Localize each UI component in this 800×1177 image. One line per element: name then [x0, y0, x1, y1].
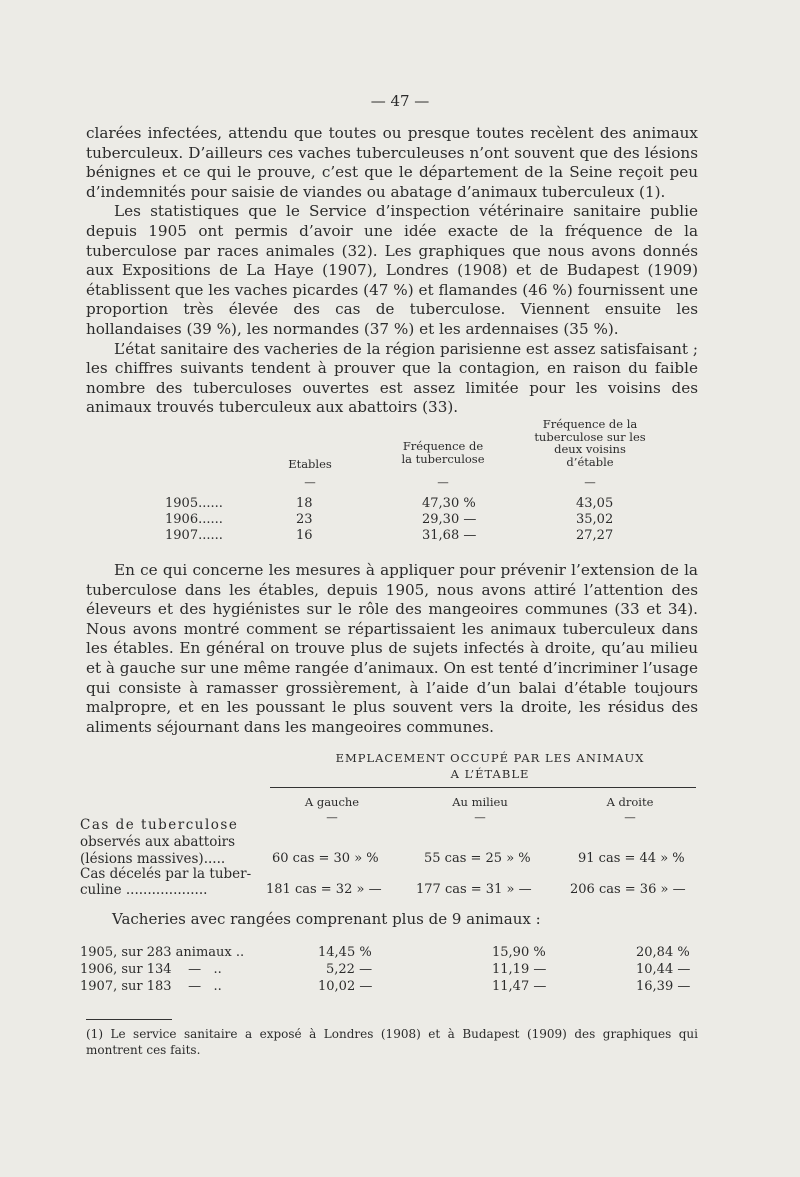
row-label: observés aux abattoirs	[80, 834, 236, 850]
col-header-etables: Etables	[288, 457, 332, 471]
dash: —	[474, 810, 486, 824]
table-cell: 29,30 —	[422, 512, 477, 527]
table-row-label: 1907, sur 183 — ..	[80, 979, 222, 994]
page-number: — 47 —	[370, 92, 430, 110]
dash: —	[304, 475, 316, 489]
table-row-year: 1907......	[165, 528, 223, 543]
col-header-voisins: Fréquence de la tuberculose sur les deux voisins d’étable	[534, 417, 646, 469]
table-row-label: 1905, sur 283 animaux ..	[80, 945, 245, 960]
table-cell: 23	[296, 512, 313, 527]
table-title: EMPLACEMENT OCCUPÉ PAR LES ANIMAUX	[335, 751, 645, 765]
table-cell: 181 cas = 32 » —	[266, 882, 382, 897]
table-cell: 35,02	[576, 512, 614, 527]
table-cell: 11,19 —	[492, 962, 547, 977]
table-cell: 91 cas = 44 » %	[578, 851, 685, 866]
col-header-droite: A droite	[606, 795, 654, 809]
brace-rule	[270, 787, 696, 788]
table-row-year: 1906......	[165, 512, 223, 527]
table-cell: 10,02 —	[318, 979, 373, 994]
paragraph-1: clarées infectées, attendu que toutes ou presque toutes recèlent des animaux tuberculeux. D’ailleurs ces vaches tuberculeuses n’ont souvent que des lésions bénignes et ce qui le prouve, c’est que le département de la Seine reçoit peu d’indemnités pour saisie de viandes ou abatage d’animaux tuberculeux (1).	[86, 124, 698, 201]
table-cell: 18	[296, 496, 313, 511]
table-cell: 14,45 %	[318, 945, 372, 960]
row-label: Cas décelés par la tuber-	[80, 866, 252, 882]
table-cell: 10,44 —	[636, 962, 691, 977]
row-label: (lésions massives).....	[80, 851, 226, 867]
footnote-rule	[86, 1019, 172, 1020]
table-cell: 60 cas = 30 » %	[272, 851, 379, 866]
col-header-milieu: Au milieu	[452, 795, 508, 809]
row-label: culine ...................	[80, 882, 208, 898]
col-header-gauche: A gauche	[304, 795, 360, 809]
table-cell: 16	[296, 528, 313, 543]
dash: —	[326, 810, 338, 824]
dash: —	[437, 475, 449, 489]
paragraph-4: En ce qui concerne les mesures à appliquer pour prévenir l’extension de la tuberculose dans les étables, depuis 1905, nous avons attiré l’attention des éleveurs et des hygiénistes sur le rôle des mangeoires communes (33 et 34). Nous avons montré comment se répartissaient les animaux tuberculeux dans les étables. En général on trouve plus de sujets infectés à droite, qu’au milieu et à gauche sur une même rangée d’animaux. On est tenté d’incriminer l’usage qui consiste à ramasser grossièrement, à l’aide d’un balai d’étable toujours malpropre, et en les poussant le plus souvent vers la droite, les résidus des aliments séjournant dans les mangeoires communes.	[86, 561, 698, 736]
table-cell: 15,90 %	[492, 945, 546, 960]
footnote: (1) Le service sanitaire a exposé à Londres (1908) et à Budapest (1909) des graphiques qui montrent ces faits.	[86, 1027, 698, 1057]
table-cell: 206 cas = 36 » —	[570, 882, 686, 897]
paragraph-2: Les statistiques que le Service d’inspection vétérinaire sanitaire publie depuis 1905 ont permis d’avoir une idée exacte de la fréquence de la tuberculose par races animales (32). Les graphiques que nous avons donnés aux Expositions de La Haye (1907), Londres (1908) et de Budapest (1909) établissent que les vaches picardes (47 %) et flamandes (46 %) fournissent une proportion très élevée des cas de tuberculose. Viennent ensuite les hollandaises (39 %), les normandes (37 %) et les ardennaises (35 %).	[86, 202, 698, 338]
dash: —	[584, 475, 596, 489]
table-row-label: 1906, sur 134 — ..	[80, 962, 222, 977]
table-cell: 27,27	[576, 528, 614, 543]
subheading: Vacheries avec rangées comprenant plus de 9 animaux :	[112, 910, 541, 928]
table-cell: 5,22 —	[326, 962, 373, 977]
table-title-sub: A L’ÉTABLE	[450, 767, 530, 781]
table-cell: 20,84 %	[636, 945, 690, 960]
table-cell: 177 cas = 31 » —	[416, 882, 532, 897]
table-row-year: 1905......	[165, 496, 223, 511]
paragraph-3: L’état sanitaire des vacheries de la région parisienne est assez satisfaisant ; les chiffres suivants tendent à prouver que la contagion, en raison du faible nombre des tuberculoses ouvertes est assez limitée pour les voisins des animaux trouvés tuberculeux aux abattoirs (33).	[86, 339, 698, 417]
table-cell: 11,47 —	[492, 979, 547, 994]
table-cell: 31,68 —	[422, 528, 477, 543]
col-header-frequence: Fréquence de la tuberculose	[401, 439, 485, 466]
table-cell: 55 cas = 25 » %	[424, 851, 531, 866]
row-label: Cas de tuberculose	[80, 817, 239, 833]
table-cell: 43,05	[576, 496, 614, 511]
table-cell: 47,30 %	[422, 496, 476, 511]
table-cell: 16,39 —	[636, 979, 691, 994]
dash: —	[624, 810, 636, 824]
